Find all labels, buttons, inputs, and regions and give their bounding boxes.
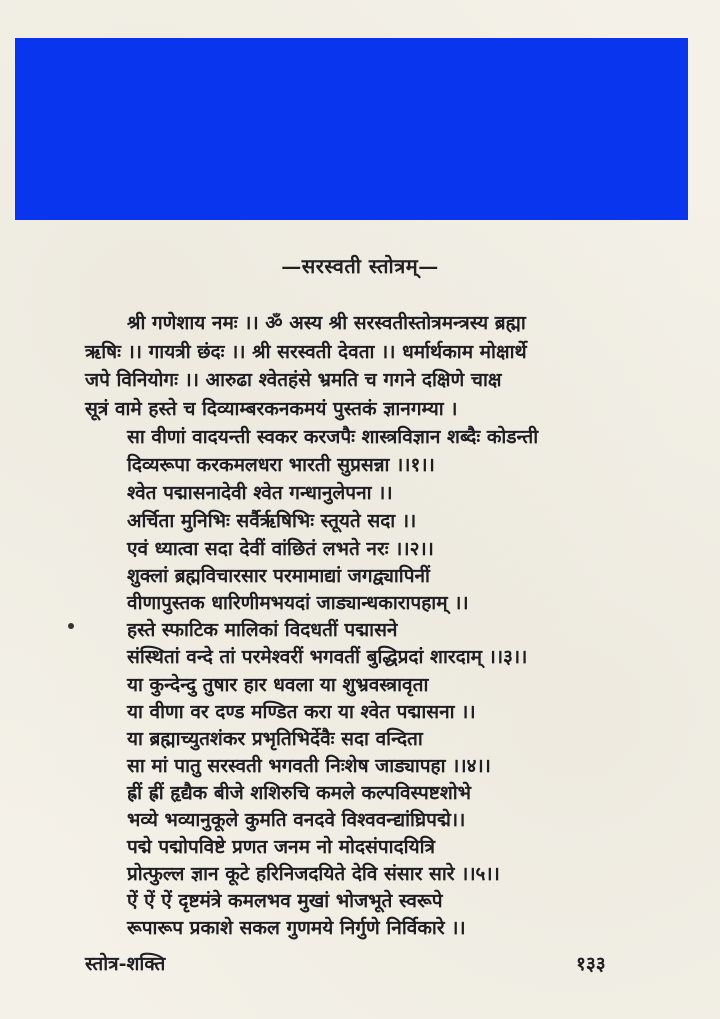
- text-line: संस्थितां वन्दे तां परमेश्वरीं भगवतीं बुद्धिप्रदां शारदाम् ।।३।।: [127, 646, 528, 668]
- text-line: जपे विनियोगः ।। आरुढा श्वेतहंसे भ्रमति च गगने दक्षिणे चाक्ष: [85, 369, 502, 391]
- page-number: १३३: [576, 953, 606, 975]
- text-line: श्वेत पद्मासनादेवी श्वेत गन्धानुलेपना ।।: [127, 482, 393, 504]
- text-line: अर्चिता मुनिभिः सर्वैर्ऋषिभिः स्तूयते सदा ।।: [127, 510, 417, 532]
- text-line: वीणापुस्तक धारिणीमभयदां जाड्यान्धकारापहाम् ।।: [127, 592, 469, 614]
- text-line: पद्मे पद्मोपविष्टे प्रणत जनम नो मोदसंपादयित्रि: [127, 836, 436, 858]
- text-line: ऐं ऐं ऐं दृष्टमंत्रे कमलभव मुखां भोजभूते स्वरूपे: [127, 890, 443, 912]
- text-line: सा मां पातु सरस्वती भगवती निःशेष जाड्यापहा ।।४।।: [127, 755, 491, 777]
- text-line: शुक्लां ब्रह्मविचारसार परमामाद्यां जगद्व्यापिनीं: [127, 565, 430, 587]
- text-line: प्रोत्फुल्ल ज्ञान कूटे हरिनिजदयिते देवि संसार सारे ।।५।।: [127, 863, 500, 885]
- text-line: एवं ध्यात्वा सदा देवीं वांछितं लभते नरः ।।२।।: [127, 538, 434, 560]
- text-line: या वीणा वर दण्ड मण्डित करा या श्वेत पद्मासना ।।: [127, 701, 476, 723]
- text-line: या कुन्देन्दु तुषार हार धवला या शुभ्रवस्त्रावृता: [127, 674, 429, 696]
- text-line: ह्रीं ह्रीं हृद्यैक बीजे शशिरुचि कमले कल्पविस्पष्टशोभे: [127, 782, 472, 804]
- text-line: भव्ये भव्यानुकूले कुमति वनदवे विश्ववन्द्यांघ्रिपद्मे।।: [127, 809, 466, 831]
- text-line: रूपारूप प्रकाशे सकल गुणमये निर्गुणे निर्विकारे ।।: [127, 917, 466, 939]
- text-line: या ब्रह्माच्युतशंकर प्रभृतिभिर्देवैः सदा वन्दिता: [127, 728, 423, 750]
- margin-mark: [68, 623, 74, 629]
- text-line: ऋषिः ।। गायत्री छंदः ।। श्री सरस्वती देवता ।। धर्मार्थकाम मोक्षार्थे: [85, 341, 527, 363]
- text-line: हस्ते स्फाटिक मालिकां विदधतीं पद्मासने: [127, 619, 398, 641]
- footer-book-title: स्तोत्र-शक्ति: [85, 953, 166, 975]
- text-line: सा वीणां वादयन्ती स्वकर करजपैः शास्त्रविज्ञान शब्दैः कोडन्ती: [127, 426, 539, 448]
- blue-redaction-block: [15, 38, 688, 220]
- page-title: —सरस्वती स्तोत्रम्—: [281, 254, 439, 278]
- text-line: श्री गणेशाय नमः ।। ॐ अस्य श्री सरस्वतीस्तोत्रमन्त्रस्य ब्रह्मा: [127, 312, 526, 334]
- text-line: दिव्यरूपा करकमलधरा भारती सुप्रसन्ना ।।१।।: [127, 454, 435, 476]
- text-line: सूत्रं वामे हस्ते च दिव्याम्बरकनकमयं पुस्तकं ज्ञानगम्या ।: [85, 398, 458, 420]
